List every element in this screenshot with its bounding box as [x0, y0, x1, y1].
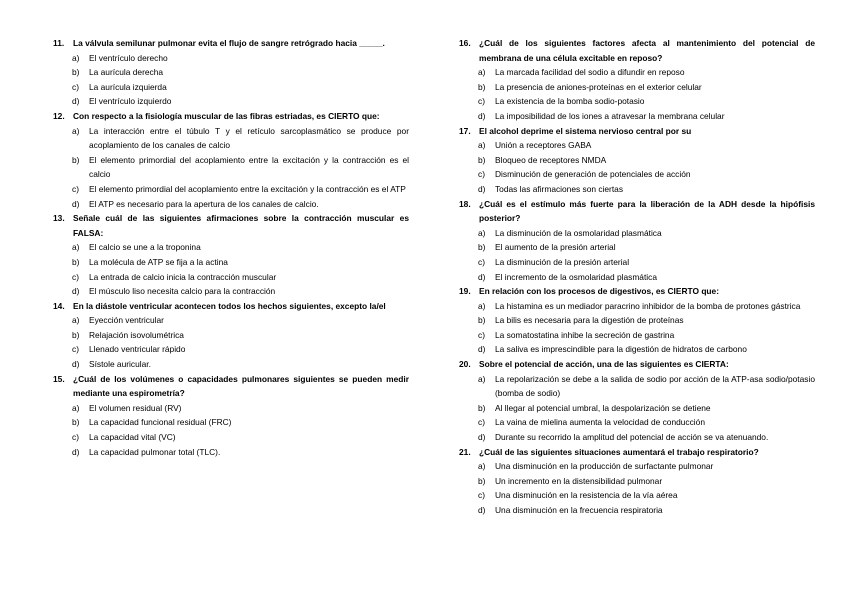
question-21 [459, 445, 815, 518]
question-text: La válvula semilunar pulmonar evita el flujo de sangre retrógrado hacia _____. [73, 38, 385, 48]
answer-option [53, 284, 409, 299]
question-number: 21. [459, 446, 471, 457]
answer-option [53, 313, 409, 328]
answer-option [459, 488, 815, 503]
option-text: La entrada de calcio inicia la contracción muscular [89, 271, 277, 282]
right-column [459, 36, 815, 518]
option-text: Al llegar al potencial umbral, la despolarización se detiene [495, 402, 711, 413]
option-letter: c) [478, 417, 485, 428]
option-text: Todas las afirmaciones son ciertas [495, 183, 624, 194]
option-letter: b) [478, 154, 486, 165]
question-number: 13. [53, 213, 65, 224]
option-text: Unión a receptores GABA [495, 140, 592, 151]
answer-option [53, 51, 409, 66]
question-header [53, 372, 409, 401]
option-text: La aurícula izquierda [89, 81, 167, 92]
option-text: El elemento primordial del acoplamiento entre la excitación y la contracción es el calcio [89, 154, 409, 180]
question-header [53, 299, 409, 314]
answer-option [459, 474, 815, 489]
option-letter: c) [478, 96, 485, 107]
question-13 [53, 211, 409, 299]
option-text: La presencia de aniones-proteínas en el exterior celular [495, 81, 702, 92]
question-number: 19. [459, 286, 471, 297]
option-text: Disminución de generación de potenciales de acción [495, 169, 691, 180]
answer-option [459, 182, 815, 197]
option-letter: c) [72, 271, 79, 282]
option-text: La saliva es imprescindible para la digestión de hidratos de carbono [495, 344, 747, 355]
answer-option [53, 342, 409, 357]
option-letter: d) [72, 286, 80, 297]
answer-option [459, 65, 815, 80]
option-letter: c) [478, 490, 485, 501]
option-text: La marcada facilidad del sodio a difundir en reposo [495, 67, 685, 78]
option-letter: b) [72, 154, 80, 165]
option-letter: a) [72, 315, 80, 326]
option-letter: a) [478, 461, 486, 472]
question-number: 14. [53, 300, 65, 311]
question-text: En relación con los procesos de digestivos, es CIERTO que: [479, 286, 719, 297]
option-letter: b) [72, 329, 80, 340]
option-letter: a) [478, 140, 486, 151]
option-text: La capacidad pulmonar total (TLC). [89, 446, 221, 457]
answer-option [459, 459, 815, 474]
question-number: 15. [53, 373, 65, 384]
option-text: El incremento de la osmolaridad plasmática [495, 271, 657, 282]
answer-option [53, 328, 409, 343]
option-text: La molécula de ATP se fija a la actina [89, 256, 228, 267]
option-letter: c) [478, 256, 485, 267]
answer-option [459, 153, 815, 168]
answer-option [459, 313, 815, 328]
question-12 [53, 109, 409, 211]
question-number: 20. [459, 359, 471, 370]
question-header [459, 197, 815, 226]
question-text: Sobre el potencial de acción, una de las siguientes es CIERTA: [479, 359, 729, 370]
option-letter: d) [72, 96, 80, 107]
answer-option [459, 503, 815, 518]
answer-option [459, 109, 815, 124]
answer-option [459, 94, 815, 109]
option-letter: d) [478, 271, 486, 282]
answer-option [459, 167, 815, 182]
option-text: La bilis es necesaria para la digestión de proteínas [495, 315, 684, 326]
option-text: La capacidad vital (VC) [89, 432, 176, 443]
question-header [53, 109, 409, 124]
option-text: La somatostatina inhibe la secreción de gastrina [495, 329, 675, 340]
option-text: Una disminución en la resistencia de la vía aérea [495, 490, 678, 501]
answer-option [459, 342, 815, 357]
option-text: La interacción entre el túbulo T y el retículo sarcoplasmático se produce por acoplamiento de los canales de calcio [89, 125, 409, 151]
option-text: La capacidad funcional residual (FRC) [89, 417, 232, 428]
option-text: Llenado ventricular rápido [89, 344, 186, 355]
answer-option [459, 240, 815, 255]
option-letter: b) [478, 315, 486, 326]
option-letter: c) [72, 183, 79, 194]
answer-option [459, 138, 815, 153]
question-19 [459, 284, 815, 357]
option-text: La vaina de mielina aumenta la velocidad de conducción [495, 417, 705, 428]
question-17 [459, 124, 815, 197]
option-letter: b) [478, 81, 486, 92]
answer-option [53, 430, 409, 445]
option-letter: a) [72, 402, 80, 413]
option-letter: b) [478, 475, 486, 486]
option-letter: d) [478, 110, 486, 121]
answer-option [53, 415, 409, 430]
question-18 [459, 197, 815, 285]
option-letter: b) [478, 242, 486, 253]
option-text: La histamina es un mediador paracrino inhibidor de la bomba de protones gástrica [495, 300, 801, 311]
answer-option [53, 357, 409, 372]
answer-option [53, 255, 409, 270]
answer-option [459, 401, 815, 416]
option-letter: c) [72, 432, 79, 443]
option-text: Sístole auricular. [89, 359, 151, 370]
answer-option [53, 153, 409, 182]
option-letter: a) [478, 227, 486, 238]
option-letter: c) [478, 329, 485, 340]
option-text: La repolarización se debe a la salida de sodio por acción de la ATP-asa sodio/potasio (bomba de sodio) [495, 373, 815, 399]
option-text: El músculo liso necesita calcio para la contracción [89, 286, 276, 297]
question-number: 17. [459, 125, 471, 136]
option-text: Una disminución en la frecuencia respiratoria [495, 505, 663, 515]
option-letter: d) [72, 198, 80, 209]
question-text: Con respecto a la fisiología muscular de las fibras estriadas, es CIERTO que: [73, 110, 380, 121]
question-header [459, 124, 815, 139]
option-letter: b) [478, 402, 486, 413]
answer-option [459, 430, 815, 445]
option-text: Bloqueo de receptores NMDA [495, 154, 607, 165]
question-text: ¿Cuál es el estímulo más fuerte para la liberación de la ADH desde la hipófisis posterior? [479, 198, 815, 224]
option-text: La existencia de la bomba sodio-potasio [495, 96, 645, 107]
question-header [459, 357, 815, 372]
answer-option [459, 299, 815, 314]
answer-option [459, 270, 815, 285]
option-letter: a) [72, 52, 80, 63]
question-text: Señale cuál de las siguientes afirmaciones sobre la contracción muscular es FALSA: [73, 213, 409, 238]
option-text: El aumento de la presión arterial [495, 242, 616, 253]
answer-option [459, 415, 815, 430]
option-letter: c) [72, 81, 79, 92]
option-letter: d) [72, 446, 80, 457]
option-text: El calcio se une a la troponina [89, 242, 201, 253]
option-text: La aurícula derecha [89, 67, 164, 78]
question-text: En la diástole ventricular acontecen todos los hechos siguientes, excepto la/el [73, 300, 386, 311]
option-letter: a) [478, 67, 486, 78]
answer-option [459, 372, 815, 401]
option-letter: c) [478, 169, 485, 180]
question-header [459, 445, 815, 460]
question-header [53, 211, 409, 240]
question-header [459, 284, 815, 299]
answer-option [459, 226, 815, 241]
option-letter: a) [72, 125, 80, 136]
question-number: 12. [53, 110, 65, 121]
question-15 [53, 372, 409, 460]
answer-option [53, 80, 409, 95]
question-text: ¿Cuál de los volúmenes o capacidades pulmonares siguientes se pueden medir mediante una espirometría? [73, 373, 409, 399]
option-text: Relajación isovolumétrica [89, 329, 184, 340]
option-letter: b) [72, 67, 80, 78]
answer-option [53, 240, 409, 255]
answer-option [53, 197, 409, 212]
question-20 [459, 357, 815, 445]
question-text: ¿Cuál de las siguientes situaciones aumentará el trabajo respiratorio? [479, 446, 759, 457]
option-letter: d) [478, 432, 486, 443]
option-text: La disminución de la presión arterial [495, 256, 630, 267]
answer-option [53, 65, 409, 80]
answer-option [53, 270, 409, 285]
answer-option [53, 401, 409, 416]
option-text: La imposibilidad de los iones a atravesar la membrana celular [495, 110, 725, 121]
question-number: 16. [459, 38, 471, 48]
question-14 [53, 299, 409, 372]
option-text: Una disminución en la producción de surfactante pulmonar [495, 461, 714, 472]
option-text: El ventrículo derecho [89, 52, 168, 63]
option-text: Un incremento en la distensibilidad pulmonar [495, 475, 663, 486]
answer-option [459, 80, 815, 95]
option-letter: a) [478, 373, 486, 384]
option-text: Eyección ventricular [89, 315, 164, 326]
option-text: El ventrículo izquierdo [89, 96, 172, 107]
option-letter: b) [72, 256, 80, 267]
answer-option [459, 255, 815, 270]
option-text: El volumen residual (RV) [89, 402, 182, 413]
option-letter: b) [72, 417, 80, 428]
option-letter: a) [478, 300, 486, 311]
question-number: 18. [459, 198, 471, 209]
question-11 [53, 36, 409, 109]
option-letter: d) [478, 505, 486, 515]
answer-option [53, 182, 409, 197]
option-text: El ATP es necesario para la apertura de los canales de calcio. [89, 198, 319, 209]
answer-option [459, 328, 815, 343]
question-header [53, 36, 409, 51]
option-text: El elemento primordial del acoplamiento entre la excitación y la contracción es el ATP [89, 183, 406, 194]
answer-option [53, 94, 409, 109]
answer-option [53, 445, 409, 460]
question-text: El alcohol deprime el sistema nervioso central por su [479, 125, 692, 136]
option-letter: c) [72, 344, 79, 355]
option-letter: a) [72, 242, 80, 253]
option-letter: d) [72, 359, 80, 370]
option-text: Durante su recorrido la amplitud del potencial de acción se va atenuando. [495, 432, 769, 443]
option-text: La disminución de la osmolaridad plasmática [495, 227, 662, 238]
question-text: ¿Cuál de los siguientes factores afecta al mantenimiento del potencial de membrana de una célula excitable en reposo? [479, 38, 815, 63]
left-column [53, 36, 409, 459]
question-header [459, 36, 815, 65]
question-16 [459, 36, 815, 124]
option-letter: d) [478, 183, 486, 194]
option-letter: d) [478, 344, 486, 355]
question-number: 11. [53, 38, 65, 48]
answer-option [53, 124, 409, 153]
